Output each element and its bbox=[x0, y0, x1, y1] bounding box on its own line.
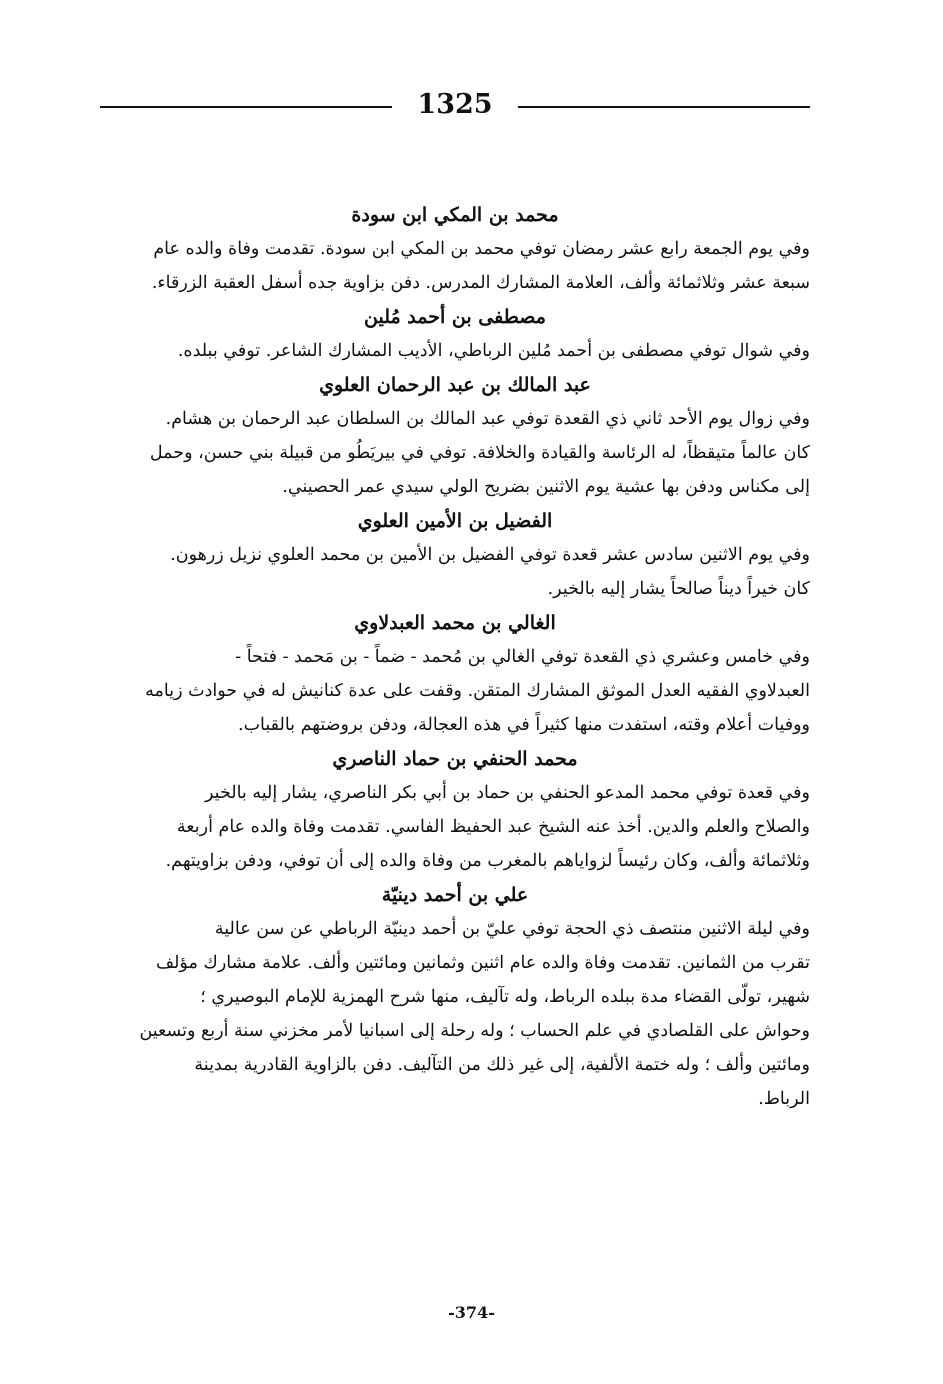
entry-body bbox=[100, 402, 810, 504]
entry-body bbox=[100, 334, 810, 368]
entry-title: محمد بن المكي ابن سودة bbox=[351, 204, 559, 226]
header-rule-left bbox=[100, 106, 392, 108]
entry-title: محمد الحنفي بن حماد الناصري bbox=[332, 748, 578, 770]
entry-title: علي بن أحمد دينيّة bbox=[381, 884, 529, 906]
entry-line: وفي زوال يوم الأحد ثاني ذي القعدة توفي عبد المالك بن السلطان عبد الرحمان بن هشام. bbox=[165, 409, 810, 429]
entry-line: والصلاح والعلم والدين. أخذ عنه الشيخ عبد الحفيظ الفاسي. تقدمت وفاة والده عام أربعة bbox=[176, 817, 810, 837]
page-content bbox=[100, 198, 810, 1116]
entry-line: وفي قعدة توفي محمد المدعو الحنفي بن حماد بن أبي بكر الناصري، يشار إليه بالخير bbox=[205, 783, 810, 803]
entry-line: ومائتين وألف ؛ وله ختمة الألفية، إلى غير ذلك من التآليف. دفن بالزاوية القادرية بمدينة bbox=[194, 1055, 810, 1075]
entry-title: مصطفى بن أحمد مُلين bbox=[364, 306, 546, 328]
entry-line: شهير، تولّى القضاء مدة ببلده الرباط، وله تآليف، منها شرح الهمزية للإمام البوصيري ؛ bbox=[200, 987, 810, 1007]
entry-line: تقرب من الثمانين. تقدمت وفاة والده عام اثنين وثمانين ومائتين وألف. علامة مشارك مؤلف bbox=[155, 953, 810, 973]
entry-line: كان خيراً ديناً صالحاً يشار إليه بالخير. bbox=[547, 579, 810, 599]
entry-line: وفي يوم الاثنين سادس عشر قعدة توفي الفضيل بن الأمين بن محمد العلوي نزيل زرهون. bbox=[170, 545, 810, 565]
entry-line: العبدلاوي الفقيه العدل الموثق المشارك المتقن. وقفت على عدة كنانيش له في حوادث زيامه bbox=[145, 681, 810, 701]
entry-body bbox=[100, 912, 810, 1116]
entry-title: الغالي بن محمد العبدلاوي bbox=[354, 612, 556, 634]
entry-line: وحواش على القلصادي في علم الحساب ؛ وله رحلة إلى اسبانيا لأمر مخزني سنة أربع وتسعين bbox=[139, 1021, 810, 1041]
entry-body bbox=[100, 232, 810, 300]
entry-body bbox=[100, 640, 810, 742]
entry-line: ووفيات أعلام وقته، استفدت منها كثيراً في هذه العجالة، ودفن بروضتهم بالقباب. bbox=[238, 715, 810, 735]
entry-body bbox=[100, 776, 810, 878]
entry-line: إلى مكناس ودفن بها عشية يوم الاثنين بضريح الولي سيدي عمر الحصيني. bbox=[282, 477, 810, 497]
entry-line: الرباط. bbox=[758, 1089, 810, 1109]
entry-body bbox=[100, 538, 810, 606]
page-number: -374- bbox=[448, 1303, 495, 1322]
entry-line: وفي شوال توفي مصطفى بن أحمد مُلين الرباطي، الأديب المشارك الشاعر. توفي ببلده. bbox=[177, 341, 810, 361]
entry-line: كان عالماً متيقظاً، له الرئاسة والقيادة والخلافة. توفي في بيريَطُو من قبيلة بني حسن، وحمل bbox=[149, 443, 810, 463]
entry-title: الفضيل بن الأمين العلوي bbox=[357, 510, 553, 532]
entry-line: سبعة عشر وثلاثمائة وألف، العلامة المشارك المدرس. دفن بزاوية جده أسفل العقبة الزرقاء. bbox=[151, 273, 810, 293]
entry-line: وفي ليلة الاثنين منتصف ذي الحجة توفي عليّ بن أحمد دينيّة الرباطي عن سن عالية bbox=[214, 919, 810, 939]
page-header bbox=[100, 88, 810, 122]
header-year: 1325 bbox=[417, 89, 493, 120]
header-rule-right bbox=[518, 106, 810, 108]
entry-title: عبد المالك بن عبد الرحمان العلوي bbox=[319, 374, 591, 396]
entry-line: وفي يوم الجمعة رابع عشر رمضان توفي محمد بن المكي ابن سودة. تقدمت وفاة والده عام bbox=[153, 239, 810, 259]
entry-line: وفي خامس وعشري ذي القعدة توفي الغالي بن مُحمد - ضماً - بن مَحمد - فتحاً - bbox=[235, 647, 810, 667]
entry-line: وثلاثمائة وألف، وكان رئيساً لزواياهم بالمغرب من وفاة والده إلى أن توفي، ودفن بزاويتهم. bbox=[165, 851, 810, 871]
